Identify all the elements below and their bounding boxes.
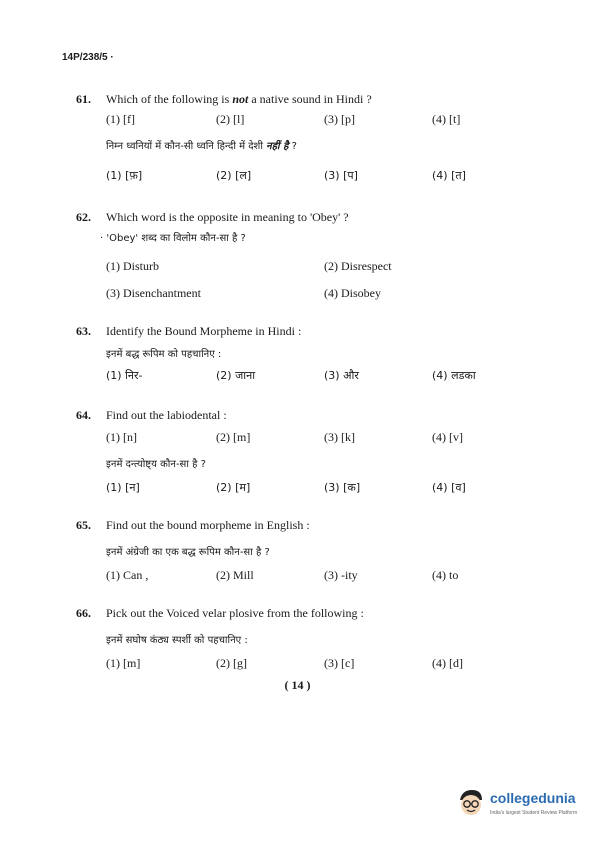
option-3[interactable]: (3) [क]	[324, 481, 361, 494]
student-mascot-icon	[456, 788, 486, 820]
option-3[interactable]: (3) Disenchantment	[106, 286, 201, 300]
page-number: ( 14 )	[284, 678, 311, 692]
option-2[interactable]: (2) [g]	[216, 656, 247, 670]
question-text: Find out the labiodental :	[106, 408, 227, 422]
logo-name: collegedunia	[490, 790, 576, 806]
option-1[interactable]: (1) [m]	[106, 656, 141, 670]
option-3[interactable]: (3) -ity	[324, 568, 358, 582]
option-2[interactable]: (2) [l]	[216, 112, 245, 126]
option-4[interactable]: (4) [त]	[432, 169, 466, 182]
option-4[interactable]: (4) Disobey	[324, 286, 381, 300]
collegedunia-logo	[456, 786, 586, 830]
question-number: 63.	[76, 324, 91, 338]
option-4[interactable]: (4) [v]	[432, 430, 463, 444]
options-66	[106, 656, 496, 672]
option-2[interactable]: (2) जाना	[216, 369, 256, 382]
question-text: Identify the Bound Morpheme in Hindi :	[106, 324, 302, 338]
logo-tagline: India's largest Student Review Platform	[490, 810, 578, 816]
option-2[interactable]: (2) Mill	[216, 568, 254, 582]
question-hindi-61	[106, 138, 297, 152]
question-number: 66.	[76, 606, 91, 620]
option-4[interactable]: (4) [t]	[432, 112, 461, 126]
options-62-row2	[106, 286, 496, 302]
question-text: Which word is the opposite in meaning to 'Obey' ?	[106, 210, 349, 224]
option-3[interactable]: (3) [k]	[324, 430, 355, 444]
options-63	[106, 368, 496, 384]
question-62	[76, 210, 349, 225]
options-65	[106, 568, 496, 584]
hindi-text: निम्न ध्वनियों में कौन-सी ध्वनि हिन्दी में देशी	[106, 141, 267, 152]
option-2[interactable]: (2) [म]	[216, 481, 251, 494]
question-hindi-62: · 'Obey' शब्द का विलोम कौन-सा है ?	[100, 233, 246, 244]
options-en-61	[106, 112, 496, 128]
question-number: 64.	[76, 408, 91, 422]
option-1[interactable]: (1) [f]	[106, 112, 135, 126]
question-number: 61.	[76, 92, 91, 106]
hindi-text-end: ?	[288, 141, 297, 152]
page-code: 14P/238/5 ·	[62, 52, 114, 63]
options-hi-61	[106, 168, 496, 184]
option-4[interactable]: (4) [व]	[432, 481, 466, 494]
question-hindi-64: इनमें दन्त्योष्ट्य कौन-सा है ?	[106, 459, 206, 470]
question-hindi-65: इनमें अंग्रेजी का एक बद्ध रूपिम कौन-सा है ?	[106, 547, 270, 558]
question-61	[76, 92, 372, 107]
option-4[interactable]: (4) [d]	[432, 656, 463, 670]
question-text: Pick out the Voiced velar plosive from the following :	[106, 606, 364, 620]
options-hi-64	[106, 480, 496, 496]
question-hindi-63: इनमें बद्ध रूपिम को पहचानिए :	[106, 349, 222, 360]
option-1[interactable]: (1) [फ़]	[106, 169, 143, 182]
hindi-emphasis: नहीं है	[266, 141, 289, 152]
option-3[interactable]: (3) [c]	[324, 656, 355, 670]
option-4[interactable]: (4) लडका	[432, 369, 476, 382]
question-64	[76, 408, 227, 423]
option-3[interactable]: (3) [प]	[324, 169, 358, 182]
question-number: 65.	[76, 518, 91, 532]
question-number: 62.	[76, 210, 91, 224]
question-emphasis: not	[232, 92, 249, 106]
question-hindi-66: इनमें सघोष कंठ्य स्पर्शी को पहचानिए :	[106, 635, 248, 646]
question-text-end: a native sound in Hindi ?	[248, 92, 372, 106]
option-2[interactable]: (2) [ल]	[216, 169, 252, 182]
question-text: Find out the bound morpheme in English :	[106, 518, 310, 532]
option-1[interactable]: (1) Can ,	[106, 568, 149, 582]
option-1[interactable]: (1) [न]	[106, 481, 140, 494]
options-62-row1	[106, 259, 496, 275]
option-1[interactable]: (1) निर-	[106, 369, 143, 382]
question-65	[76, 518, 310, 533]
options-en-64	[106, 430, 496, 446]
option-4[interactable]: (4) to	[432, 568, 459, 582]
option-2[interactable]: (2) [m]	[216, 430, 251, 444]
question-text: Which of the following is	[106, 92, 233, 106]
question-63	[76, 324, 301, 339]
option-1[interactable]: (1) Disturb	[106, 259, 159, 273]
option-3[interactable]: (3) और	[324, 369, 359, 382]
option-3[interactable]: (3) [p]	[324, 112, 355, 126]
option-2[interactable]: (2) Disrespect	[324, 259, 392, 273]
option-1[interactable]: (1) [n]	[106, 430, 137, 444]
question-66	[76, 606, 364, 621]
